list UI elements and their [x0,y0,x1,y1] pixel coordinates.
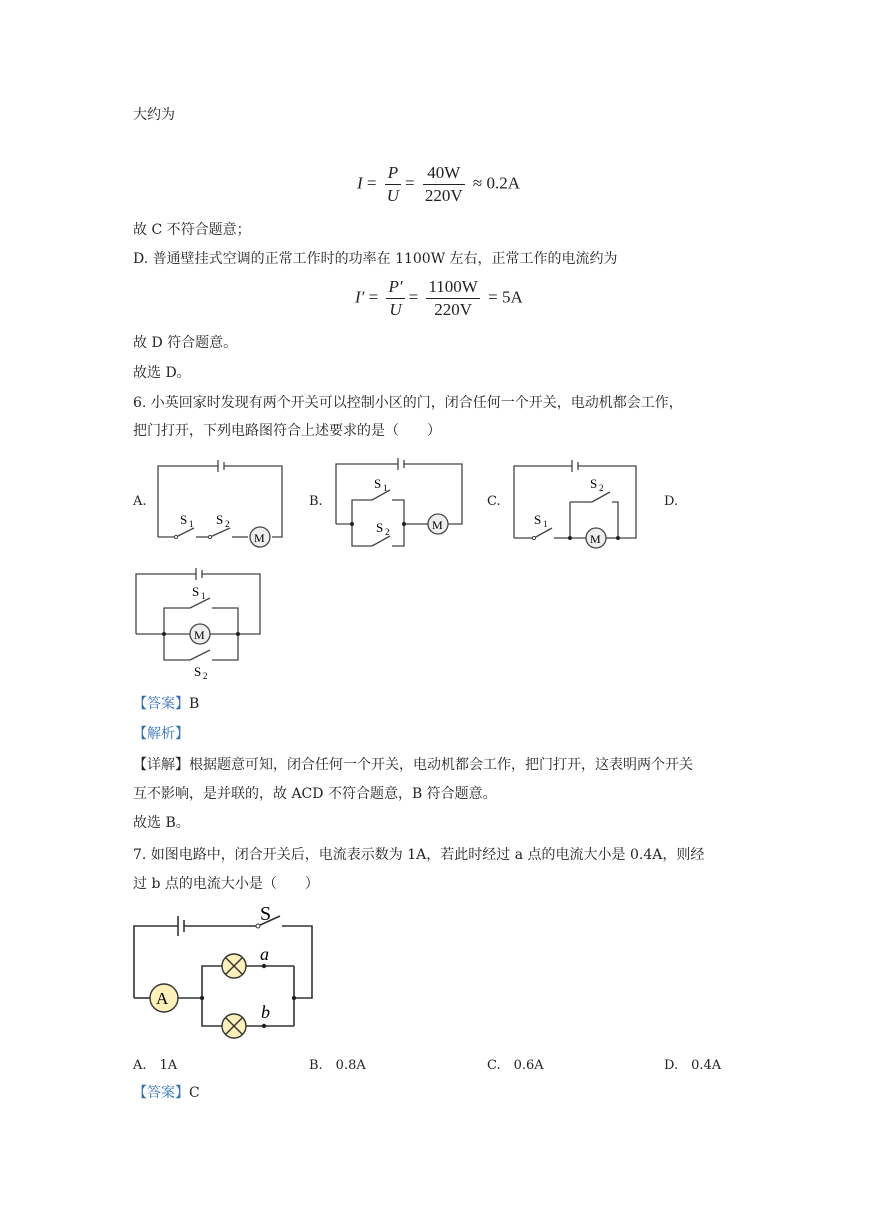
svg-text:M: M [590,532,601,546]
text-line: 故选 D。 [133,365,191,381]
svg-text:S: S [216,512,224,527]
circuit-c-diagram [510,458,650,553]
option-b-label: B. [309,494,323,509]
svg-text:2: 2 [599,483,604,493]
svg-text:1: 1 [189,519,194,529]
equation-current-ac: I′ = $\frac{P'}{U}$ = $\frac{1100W}{220V}$ = 5A [355,277,523,319]
svg-text:2: 2 [385,527,390,537]
analysis-6-tag: 【解析】 [133,726,189,742]
text-line: 故选 B。 [133,815,190,831]
text-line: 故 D 符合题意。 [133,335,238,351]
q7-option-c: C. 0.6A [487,1058,544,1073]
text-line: 大约为 [133,107,175,123]
equation-current-bulb: I = $\frac{P}{U}$ = $\frac{40W}{220V}$ ≈ 0.2A [357,163,521,205]
answer-6: 【答案】B [133,696,200,712]
question-7: 7. 如图电路中，闭合开关后，电流表示数为 1A，若此时经过 a 点的电流大小是 0.4A，则经 [133,847,705,863]
detail-6: 【详解】根据题意可知，闭合任何一个开关，电动机都会工作，把门打开，这表明两个开关 [133,757,693,773]
answer-7: 【答案】C [133,1085,200,1101]
q7-option-a: A. 1A [133,1058,178,1073]
svg-text:1: 1 [383,483,388,493]
svg-text:S: S [376,520,384,535]
svg-text:S: S [180,512,188,527]
svg-text:S: S [194,664,202,679]
svg-text:S: S [534,512,542,527]
svg-text:M: M [254,531,265,545]
question-6: 6. 小英回家时发现有两个开关可以控制小区的门，闭合任何一个开关，电动机都会工作， [133,395,683,411]
circuit-a-diagram [150,458,290,553]
circuit-b-diagram [332,458,472,553]
q7-option-d: D. 0.4A [664,1058,722,1073]
svg-text:b: b [261,1002,270,1022]
svg-text:S: S [590,476,598,491]
question-6-cont: 把门打开，下列电路图符合上述要求的是（ ） [133,423,441,439]
circuit-q7-diagram [128,900,328,1040]
svg-text:S: S [192,584,200,599]
svg-text:a: a [260,944,269,964]
text-line: D. 普通壁挂式空调的正常工作时的功率在 1100W 左右，正常工作的电流约为 [133,251,618,267]
option-c-label: C. [487,494,501,509]
q7-option-b: B. 0.8A [309,1058,366,1073]
svg-text:1: 1 [543,519,548,529]
svg-text:1: 1 [201,591,206,601]
svg-text:S: S [260,903,272,925]
svg-text:A: A [156,989,169,1008]
option-d-label: D. [664,494,679,509]
svg-text:M: M [432,518,443,532]
text-line: 故 C 不符合题意； [133,222,251,238]
detail-6-cont: 互不影响，是并联的，故 ACD 不符合题意，B 符合题意。 [133,786,497,802]
circuit-d-diagram [130,566,270,686]
svg-text:S: S [374,476,382,491]
option-a-label: A. [133,494,147,509]
svg-text:2: 2 [203,671,208,681]
svg-text:2: 2 [225,519,230,529]
question-7-cont: 过 b 点的电流大小是（ ） [133,876,319,892]
svg-text:M: M [194,628,205,642]
